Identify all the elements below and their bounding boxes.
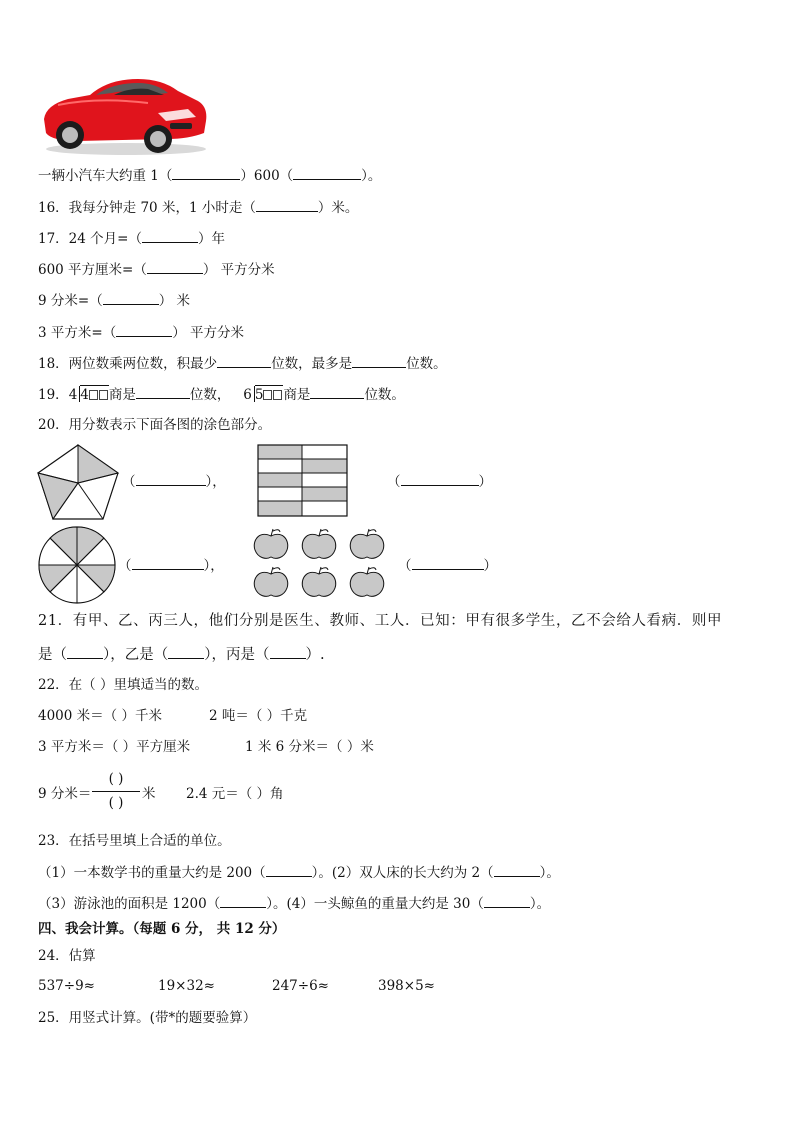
apple-icon [254,534,384,596]
question-24-title: 24．估算 [38,948,96,964]
digit-box[interactable] [273,390,282,400]
fraction-unit: 米 [142,786,156,802]
answer-pentagon: （ ）， [122,474,226,490]
question-22-row2b: 1 米 6 分米＝（ ）米 [245,739,374,755]
answer-blank[interactable] [484,894,530,908]
question-22-row2a: 3 平方米＝（ ）平方厘米 [38,739,191,755]
question-22-row1a: 4000 米＝（ ）千米 [38,708,162,724]
question-22-row3a: 9 分米＝ [38,786,92,802]
answer-blank[interactable] [136,472,206,486]
question-17b: 600 平方厘米=（ ） 平方分米 [38,262,275,278]
answer-apples: （ ） [398,558,497,574]
question-25-title: 25．用竖式计算。(带*的题要验算） [38,1010,257,1026]
question-17a: 17．24 个月=（ ）年 [38,231,225,247]
answer-grid: （ ） [387,474,492,490]
section-4-heading: 四、我会计算。（每题 6 分， 共 12 分） [38,921,286,937]
question-16: 16．我每分钟走 70 米，1 小时走（ ）米。 [38,200,359,216]
answer-blank[interactable] [293,166,361,180]
fraction-denominator[interactable]: ( ) [108,795,124,811]
question-22-title: 22．在（ ）里填适当的数。 [38,677,208,693]
answer-blank[interactable] [147,260,203,274]
answer-blank[interactable] [132,556,204,570]
estimate-item: 247÷6≈ [272,978,329,994]
pentagon-figure [36,443,120,521]
question-17c: 9 分米=（ ） 米 [38,293,190,309]
grid-figure [257,444,349,518]
question-23-row1: （1）一本数学书的重量大约是 200（ ）。(2）双人床的长大约为 2（ ）。 [38,865,560,881]
question-20-title: 20．用分数表示下面各图的涂色部分。 [38,417,272,433]
answer-blank[interactable] [172,166,240,180]
question-22-row1b: 2 吨＝（ ）千克 [209,708,308,724]
question-21-line2: 是（ ），乙是（ ），丙是（ ）. [38,647,325,663]
question-21-line1: 21．有甲、乙、丙三人，他们分别是医生、教师、工人．已知：甲有很多学生，乙不会给人看病．则甲 [38,613,723,629]
apples-figure [252,528,390,600]
answer-blank[interactable] [217,354,271,368]
fraction-numerator[interactable]: ( ) [108,771,124,787]
answer-blank[interactable] [67,645,103,659]
digit-box[interactable] [263,390,272,400]
estimate-item: 398×5≈ [378,978,435,994]
question-23-row2: （3）游泳池的面积是 1200（ ）。(4）一头鲸鱼的重量大约是 30（ ）。 [38,896,551,912]
answer-blank[interactable] [352,354,406,368]
answer-blank[interactable] [310,385,364,399]
digit-box[interactable] [89,390,98,400]
answer-blank[interactable] [266,863,312,877]
answer-blank[interactable] [116,323,172,337]
fraction-blank[interactable] [92,769,140,814]
question-22-row3b: 2.4 元＝（ ）角 [186,786,284,802]
digit-box[interactable] [99,390,108,400]
answer-circle: （ ）， [118,558,224,574]
question-17d: 3 平方米=（ ） 平方分米 [38,325,244,341]
estimate-item: 537÷9≈ [38,978,95,994]
answer-blank[interactable] [220,894,266,908]
question-18: 18．两位数乘两位数，积最少 位数，最多是 位数。 [38,356,447,372]
answer-blank[interactable] [256,198,318,212]
car-image [38,75,210,157]
estimate-item: 19×32≈ [158,978,215,994]
answer-blank[interactable] [401,472,479,486]
circle-figure [37,525,117,605]
answer-blank[interactable] [103,291,159,305]
answer-blank[interactable] [136,385,190,399]
answer-blank[interactable] [412,556,484,570]
question-19: 19．4 4 商是 位数， 6 5 商是 位数。 [38,387,405,403]
question-15: 一辆小汽车大约重 1（ ）600（ ）。 [38,168,382,184]
answer-blank[interactable] [270,645,306,659]
answer-blank[interactable] [142,229,198,243]
answer-blank[interactable] [168,645,204,659]
answer-blank[interactable] [494,863,540,877]
question-23-title: 23．在括号里填上合适的单位。 [38,833,231,849]
